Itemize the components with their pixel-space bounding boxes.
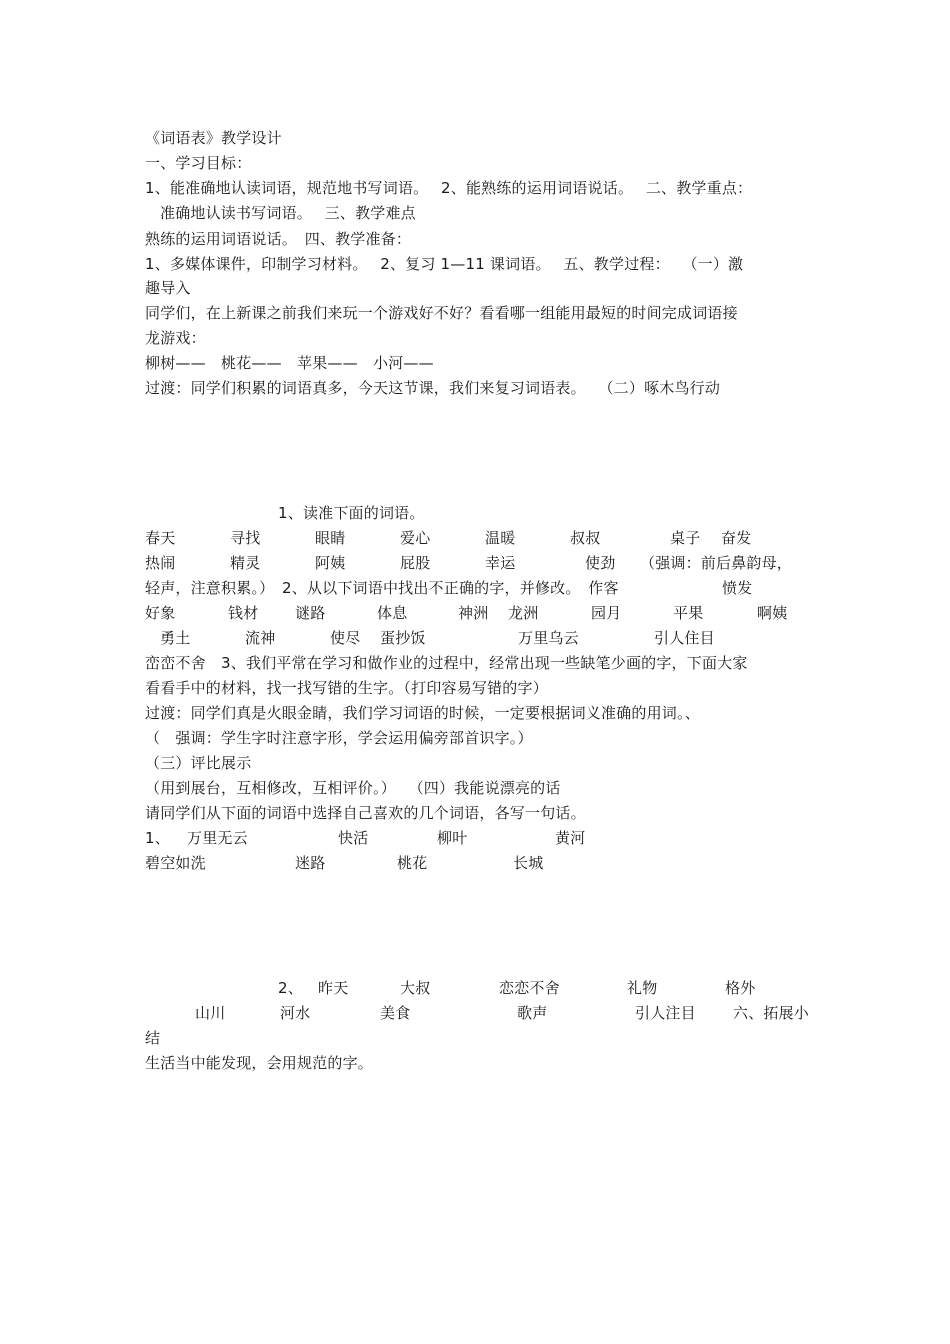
word: 春天 (145, 529, 176, 547)
word: 热闹 (145, 554, 176, 572)
word: 歌声 (517, 1004, 548, 1022)
word: 爱心 (400, 529, 431, 547)
word: 叔叔 (570, 529, 601, 547)
word-chain-line: 柳树—— 桃花—— 苹果—— 小河—— (145, 354, 434, 372)
emphasis-line-2 (0, 578, 950, 598)
word: 昨天 (318, 979, 349, 997)
word: 谜路 (295, 604, 326, 622)
word: 快活 (338, 829, 369, 847)
word: 引人住目 (654, 629, 715, 647)
section-6-heading-wrap: 结 (145, 1029, 161, 1047)
transition-2: 过渡：同学们真是火眼金睛，我们学习词语的时候，一定要根据词义准确的用词。、 (145, 704, 700, 722)
section-6-heading: 六、拓展小 (733, 1004, 810, 1022)
group-1-row-1 (0, 828, 950, 848)
word: 河水 (280, 1004, 311, 1022)
word: 寻找 (230, 529, 261, 547)
word: 精灵 (230, 554, 261, 572)
prep-line-1: 1、多媒体课件，印制学习材料。 2、复习 1—11 课词语。 五、教学过程： （一）激 (145, 255, 744, 273)
word: 啊姨 (757, 604, 788, 622)
word: 温暖 (485, 529, 516, 547)
fix-words-row-2 (0, 603, 950, 623)
word: 幸运 (485, 554, 516, 572)
closing-line: 生活当中能发现，会用规范的字。 (145, 1054, 374, 1072)
words-row-2 (0, 553, 950, 573)
word: 眼睛 (315, 529, 346, 547)
read-heading: 1、读准下面的词语。 (278, 504, 425, 522)
word: 桃花 (397, 854, 428, 872)
fix-words-row-3 (0, 628, 950, 648)
word: 使尽 (330, 629, 361, 647)
word: 黄河 (555, 829, 586, 847)
intro-line-1: 同学们，在上新课之前我们来玩一个游戏好不好？看看哪一组能用最短的时间完成词语接 (145, 304, 738, 322)
section-3-heading: （三）评比展示 (145, 754, 252, 772)
goals-line-2: 准确地认读书写词语。 三、教学难点 (160, 204, 416, 222)
word: 愤发 (722, 579, 753, 597)
word: 奋发 (721, 529, 752, 547)
words-row-1 (0, 528, 950, 548)
task-3-line-2: 看看手中的材料，找一找写错的生字。（打印容易写错的字） (145, 679, 548, 697)
group-number: 2、 (278, 979, 303, 997)
intro-line-2: 龙游戏： (145, 329, 206, 347)
word: 碧空如洗 (145, 854, 206, 872)
word: 龙洲 (508, 604, 539, 622)
group-2-row-1 (0, 978, 950, 998)
word: 大叔 (400, 979, 431, 997)
word: 平果 (673, 604, 704, 622)
emphasis-2: （ 强调：学生字时注意字形，学会运用偏旁部首识字。） (145, 729, 533, 747)
section-1-heading: 一、学习目标： (145, 154, 252, 172)
section-3-body: （用到展台，互相修改，互相评价。） （四）我能说漂亮的话 (145, 779, 561, 797)
group-number: 1、 (145, 829, 170, 847)
group-2-row-2 (0, 1003, 950, 1023)
word: 屁股 (400, 554, 431, 572)
word: 蛋抄饭 (380, 629, 426, 647)
word: 万里乌云 (518, 629, 579, 647)
word: 勇土 (160, 629, 191, 647)
section-4-instruction: 请同学们从下面的词语中选择自己喜欢的几个词语，各写一句话。 (145, 804, 586, 822)
difficulty-line: 熟练的运用词语说话。 四、教学准备： (145, 230, 412, 248)
doc-title: 《词语表》教学设计 (145, 129, 282, 147)
word: 流神 (245, 629, 276, 647)
word: 好象 (145, 604, 176, 622)
word: 迷路 (295, 854, 326, 872)
word: 引人注目 (635, 1004, 696, 1022)
word: 钱材 (228, 604, 259, 622)
word: 神洲 (458, 604, 489, 622)
group-1-row-2 (0, 853, 950, 873)
word: 阿姨 (315, 554, 346, 572)
transition-1: 过渡：同学们积累的词语真多，今天这节课，我们来复习词语表。 （二）啄木鸟行动 (145, 379, 721, 397)
word: 长城 (513, 854, 544, 872)
word: 格外 (725, 979, 756, 997)
prep-line-2: 趣导入 (145, 279, 191, 297)
word: 柳叶 (437, 829, 468, 847)
goals-line-1: 1、能准确地认读词语，规范地书写词语。 2、能熟练的运用词语说话。 二、教学重点： (145, 179, 753, 197)
word: 礼物 (627, 979, 658, 997)
emphasis-note: （强调：前后鼻韵母， (640, 554, 793, 572)
word: 美食 (380, 1004, 411, 1022)
task-3-line-1: 峦峦不舍 3、我们平常在学习和做作业的过程中，经常出现一些缺笔少画的字，下面大家 (145, 654, 748, 672)
word: 体息 (377, 604, 408, 622)
word: 园月 (591, 604, 622, 622)
word: 山川 (195, 1004, 226, 1022)
word: 恋恋不舍 (499, 979, 560, 997)
emphasis-text: 轻声，注意积累。） 2、从以下词语中找出不正确的字，并修改。 作客 (145, 579, 619, 597)
word: 万里无云 (187, 829, 248, 847)
word: 桌子 (670, 529, 701, 547)
word: 使劲 (585, 554, 616, 572)
